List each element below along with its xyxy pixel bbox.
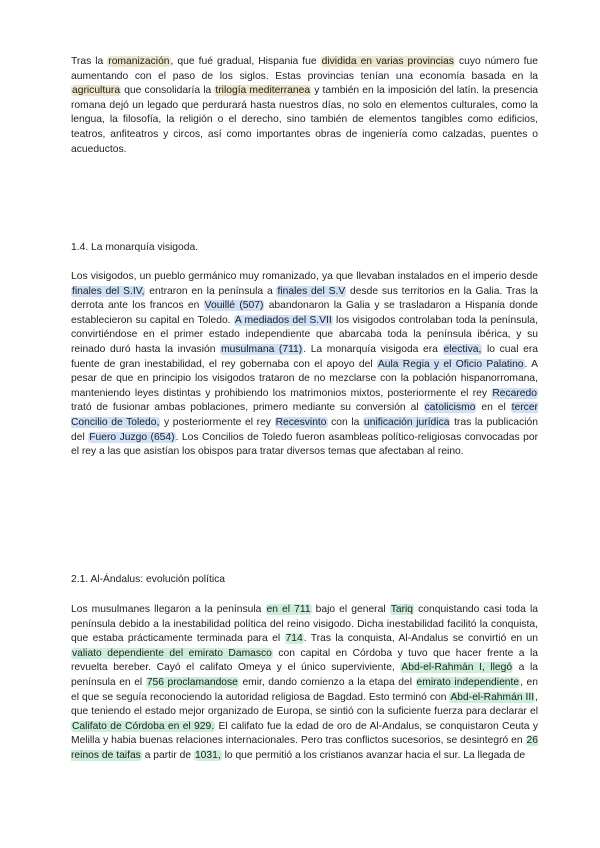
- highlight: A mediados del S.VII: [234, 314, 332, 326]
- highlight: unificación jurídica: [363, 416, 450, 428]
- highlight: dividida en varias provincias: [321, 56, 454, 67]
- highlight: finales del S.IV,: [72, 285, 145, 297]
- highlight: 756 proclamandose: [146, 676, 238, 688]
- highlight: en el 711: [266, 604, 311, 615]
- highlight: 1031,: [194, 749, 221, 761]
- highlight: Recaredo: [492, 387, 537, 399]
- highlight: 26 reinos de taifas: [71, 735, 538, 761]
- intro-paragraph: Tras la romanización, que fué gradual, Hispania fue dividida en varias provincias cuyo número fue aumentando con el paso de los siglos. Estas provincias tenían una economía basada en la agricultura que consolidaría la trilogía mediterranea y también en la imposición del latín. la presencia romana dejó un legado que perdurará hasta nuestros días, no solo en elementos culturales, como la lengua, la filosofía, la religión o el derecho, sino también de elementos tangibles como edificios, teatros, anfiteatros y circos, así como importantes obras de ingeniería como calzadas, puentes o acueductos.: [71, 56, 538, 155]
- highlight: electiva,: [443, 343, 482, 355]
- highlight: Abd-el-Rahmán I, llegó: [401, 662, 513, 674]
- highlight: Califato de Córdoba en el 929.: [72, 720, 215, 732]
- highlight: romanización: [108, 56, 170, 67]
- highlight: emirato independiente: [416, 676, 520, 688]
- highlight: catolicismo: [424, 402, 476, 414]
- highlight: Tariq: [390, 604, 414, 615]
- highlight: agricultura: [72, 85, 121, 97]
- highlight: Recesvinto: [275, 416, 327, 428]
- highlight: Fuero Juzgo (654): [89, 431, 175, 443]
- highlight: tercer Concilio de Toledo,: [71, 402, 538, 428]
- highlight: Vouillé (507): [204, 300, 264, 312]
- highlight: finales del S.V: [277, 285, 346, 297]
- highlight: valiato dependiente del emirato Damasco: [72, 647, 272, 659]
- highlight: Aula Regia y el Oficio Palatino: [377, 358, 524, 370]
- highlight: trilogía mediterranea: [215, 85, 311, 97]
- highlight: musulmana (711): [221, 343, 303, 355]
- highlight: Abd-el-Rahmán III: [450, 691, 535, 703]
- section-heading-visigoda: 1.4. La monarquía visigoda.: [71, 242, 199, 253]
- section-heading-alandalus: 2.1. Al-Ándalus: evolución política: [71, 574, 225, 585]
- alandalus-paragraph: Los musulmanes llegaron a la península en el 711 bajo el general Tariq conquistando casi toda la península debido a la inestabilidad política del reino visigodo. Dicha inestabilidad facilitó la conquista, que estaba prácticamente terminada para el 714. Tras la conquista, Al-Andalus se convirtió en un valiato dependiente del emirato Damasco con capital en Córdoba y tuvo que hacer frente a la revuelta bereber. Cayó el califato Omeya y el único superviviente, Abd-el-Rahmán I, llegó a la península en el 756 proclamandose emir, dando comienzo a la etapa del emirato independiente, en el que se seguía reconociendo la autoridad religiosa de Bagdad. Esto terminó con Abd-el-Rahmán III, que teniendo el estado mejor organizado de Europa, se sintió con la suficiente fuerza para declarar el Califato de Córdoba en el 929. El califato fue la edad de oro de Al-Andalus, se conquistaron Ceuta y Melilla y habia buenas relaciones internacionales. Pero tras conflictos sucesorios, se desintegró en 26 reinos de taifas a partir de 1031, lo que permitió a los cristianos avanzar hacia el sur. La llegada de: [71, 604, 539, 761]
- highlight: 714: [285, 633, 303, 645]
- visigoda-paragraph: Los visigodos, un pueblo germánico muy romanizado, ya que llevaban instalados en el imperio desde finales del S.IV, entraron en la península a finales del S.V desde sus territorios en la Galia. Tras la derrota ante los francos en Vouillé (507) abandonaron la Galia y se trasladaron a Hispania donde establecieron su capital en Toledo. A mediados del S.VII los visigodos controlaban toda la península, convirtiéndose en el primer estado independiente que abarcaba toda la península ibérica, y su reinado duró hasta la invasión musulmana (711). La monarquía visigoda era electiva, lo cual era fuente de gran inestabilidad, el rey gobernaba con el apoyo del Aula Regia y el Oficio Palatino. A pesar de que en principio los visigodos trataron de no mezclarse con la población hispanorromana, manteniendo leyes distintas y prohibiendo los matrimonios mixtos, posteriormente el rey Recaredo trató de fusionar ambas poblaciones, primero mediante su conversión al catolicismo en el tercer Concilio de Toledo, y posteriormente el rey Recesvinto con la unificación jurídica tras la publicación del Fuero Juzgo (654). Los Concilios de Toledo fueron asambleas político-religiosas convocadas por el rey a las que asistían los obispos para tratar diversos temas que afectaban al reino.: [71, 271, 539, 458]
